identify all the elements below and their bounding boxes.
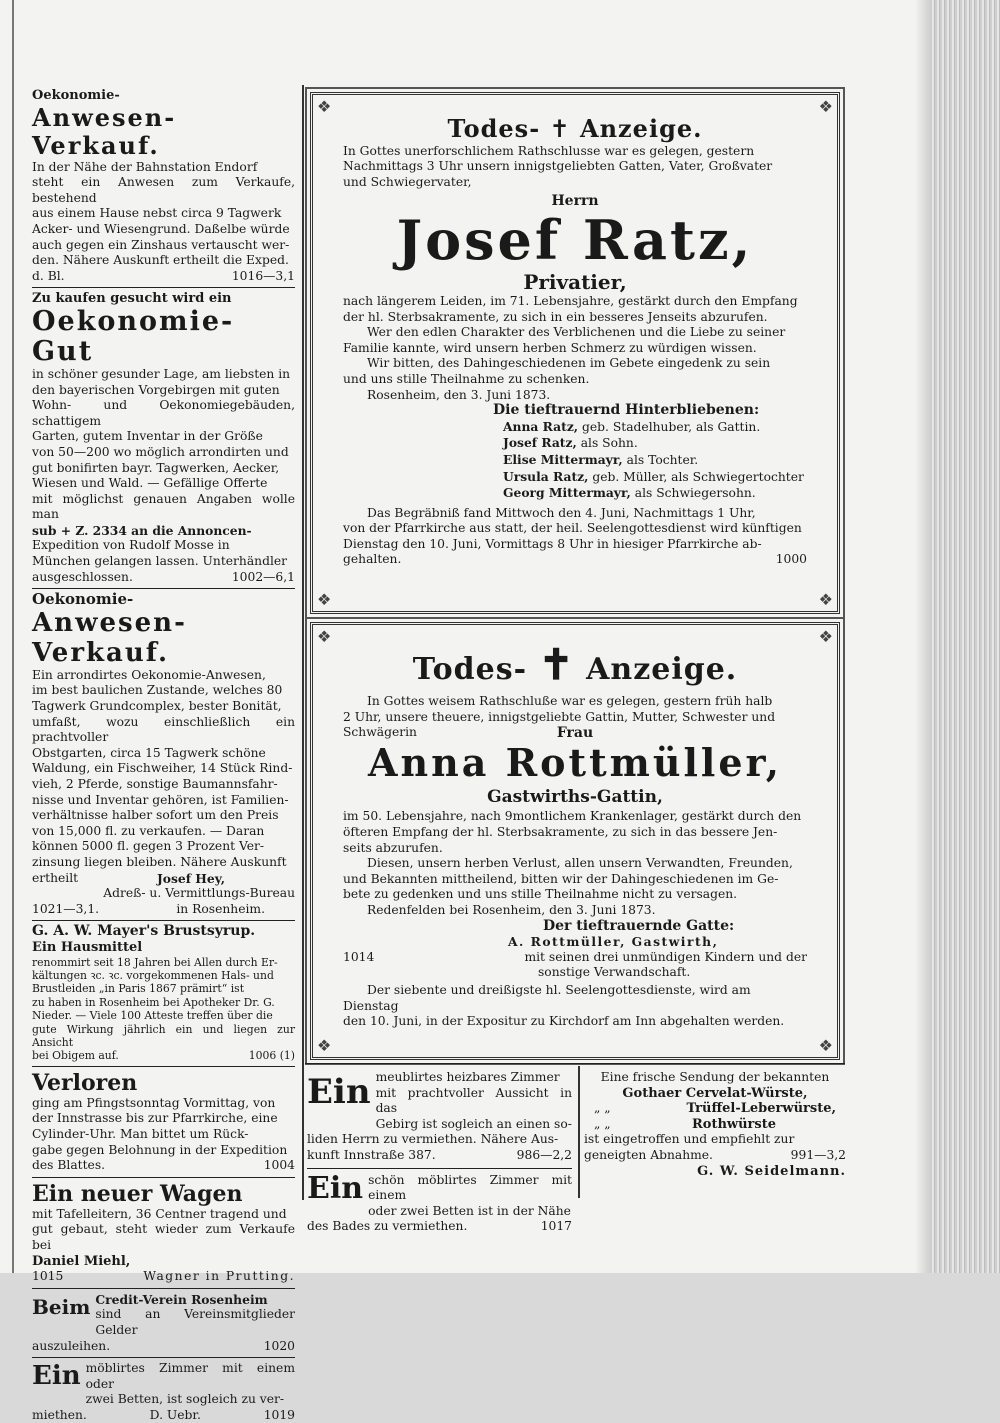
notice-title-left: Todes- [447, 114, 541, 143]
ad-ref: 991—3,2 [790, 1147, 846, 1162]
notice-body-line: seits abzurufen. [343, 840, 443, 855]
corner-ornament-icon: ❖ [818, 97, 833, 116]
ad-line: zwei Betten, ist sogleich zu ver- [85, 1392, 285, 1407]
ad-item: Gothaer Cervelat-Würste, [622, 1085, 808, 1101]
ad-line: auszuleihen. [32, 1338, 111, 1353]
ad-title: Anwesen-Verkauf. [32, 607, 187, 668]
corner-ornament-icon: ❖ [818, 627, 833, 646]
divider [32, 1288, 295, 1289]
ad-line: verhältnisse halber sofort um den Preis [32, 808, 279, 823]
mourner-entry [503, 419, 807, 436]
notice-dateline: Redenfelden bei Rosenheim, den 3. Juni 1873. [367, 902, 656, 917]
cross-icon: ✝ [549, 115, 571, 143]
ad-line: in schöner gesunder Lage, am liebsten in [32, 366, 291, 381]
notice-body-line: im 50. Lebensjahre, nach 9montlichem Krankenlager, gestärkt durch den [343, 809, 802, 824]
deceased-occupation: Privatier, [523, 269, 627, 294]
ad-line: meublirtes heizbares Zimmer [375, 1070, 560, 1084]
ad-line: Credit-Verein Rosenheim [95, 1291, 268, 1307]
ad-item: Rothwürste [691, 1116, 776, 1132]
ad-line: Cylinder-Uhr. Man bittet um Rück- [32, 1126, 249, 1141]
mourner-name: Ursula Ratz, [503, 468, 589, 484]
ad-kicker: Oekonomie- [32, 88, 120, 103]
ad-line: steht ein Anwesen zum Verkaufe, bestehend [32, 175, 295, 205]
mourner-name: Josef Ratz, [503, 435, 577, 451]
ad-line: des Bades zu vermiethen. [307, 1219, 468, 1234]
ad-brustsyrup [32, 924, 295, 1062]
notice-funeral-line: von der Pfarrkirche aus statt, der heil. Seelengottesdienst wird künftigen [343, 521, 802, 536]
ad-line: ist eingetroffen und empfiehlt zur [584, 1132, 795, 1147]
notice-intro-line: Nachmittags 3 Uhr unsern innigstgeliebten Gatten, Vater, Großvater [343, 159, 773, 174]
ditto-marks: „ „ [594, 1101, 611, 1116]
ad-line: ging am Pfingstsonntag Vormittag, von [32, 1095, 276, 1110]
notice-intro-line: Schwägerin [343, 725, 417, 740]
ad-line: Eine frische Sendung der bekannten [600, 1070, 830, 1084]
ad-title: Anwesen-Verkauf. [32, 102, 177, 160]
corner-ornament-icon: ❖ [818, 1036, 833, 1055]
death-notice-rottmueller [310, 622, 840, 1060]
ad-lead-word: Beim [32, 1294, 91, 1319]
divider [32, 1357, 295, 1358]
ad-kicker: Zu kaufen gesucht wird ein [32, 291, 232, 307]
ad-line: gabe gegen Belohnung in der Expedition [32, 1142, 288, 1157]
ad-line: liden Herrn zu vermiethen. Nähere Aus- [307, 1132, 559, 1147]
notice-body-line: öfteren Empfang der hl. Sterbsakramente, zu sich in das bessere Jen- [343, 824, 778, 839]
corner-ornament-icon: ❖ [317, 627, 332, 646]
notice-intro-line: In Gottes unerforschlichem Rathschlusse war es gelegen, gestern [343, 143, 755, 158]
ad-line: im best baulichen Zustande, welches 80 [32, 683, 283, 698]
ad-line: Waldung, ein Fischweiher, 14 Stück Rind- [32, 761, 293, 776]
notice-funeral-line: gehalten. [343, 552, 402, 567]
ad-line: gut gebaut, steht wieder zum Verkaufe bei [32, 1222, 295, 1252]
ad-line: Tagwerk Grundcomplex, bester Bonität, [32, 699, 282, 714]
cross-icon: ✝ [538, 640, 575, 689]
divider [305, 1063, 845, 1064]
mourner-name: Georg Mittermayr, [503, 485, 631, 501]
ad-oekonomie-gut [32, 291, 295, 585]
mourner-entry [503, 485, 807, 502]
notice-intro-line: und Schwiegervater, [343, 174, 472, 189]
mourner-entry [503, 435, 807, 452]
divider [32, 588, 295, 589]
ad-line: bei Obigem auf. [32, 1049, 119, 1063]
ad-line: Wohn- und Oekonomiegebäuden, schattigem [32, 398, 295, 428]
mourner-name: Elise Mittermayr, [503, 451, 623, 467]
notice-salutation: Frau [556, 724, 594, 741]
divider [32, 1177, 295, 1178]
ad-line: Wiesen und Wald. — Gefällige Offerte [32, 476, 268, 491]
ad-line: mit prachtvoller Aussicht in das [375, 1085, 572, 1116]
left-margin-rule [12, 0, 14, 1273]
notice-dateline: Rosenheim, den 3. Juni 1873. [367, 387, 551, 402]
ad-schoen-moebl-zimmer [307, 1170, 572, 1235]
ad-ref: 1014 [343, 949, 375, 964]
ad-line: Expedition von Rudolf Mosse in [32, 538, 230, 553]
notice-body-line: Wir bitten, des Dahingeschiedenen im Gebete eingedenk zu sein [367, 356, 771, 371]
ad-line: von 50—200 wo möglich arrondirten und [32, 444, 289, 459]
ad-ref: 1015 [32, 1269, 64, 1284]
notice-body-line: bete zu gedenken und uns stille Theilnahme nicht zu versagen. [343, 887, 738, 902]
ad-line: des Blattes. [32, 1158, 106, 1173]
ad-item: Trüffel-Leberwürste, [686, 1101, 836, 1117]
ad-line: Ein arrondirtes Oekonomie-Anwesen, [32, 667, 266, 682]
ad-line: gute Wirkung jährlich ein und liegen zur Ansicht [32, 1022, 295, 1049]
notice-body-line: nach längerem Leiden, im 71. Lebensjahre, gestärkt durch den Empfang [343, 293, 798, 308]
ad-line: mit Tafelleitern, 36 Centner tragend und [32, 1206, 287, 1221]
notice-title-right: Anzeige. [579, 114, 703, 143]
mourner-relation: als Schwiegersohn. [634, 486, 756, 501]
ad-ref: 1002—6,1 [231, 569, 295, 584]
notice-body-line: Diesen, unsern herben Verlust, allen unsern Verwandten, Freunden, [367, 856, 793, 871]
ad-ref: 1021—3,1. [32, 901, 100, 916]
notice-title-left: Todes- [412, 652, 528, 687]
ad-line: Gebirg ist sogleich an einen so- [375, 1116, 572, 1131]
mourners-list [503, 419, 807, 502]
corner-ornament-icon: ❖ [818, 590, 833, 609]
mourner-entry [503, 452, 807, 469]
ad-gothaer-wuerste [584, 1070, 846, 1179]
notice-mass-line: Der siebente und dreißigste hl. Seelengottesdienste, wird am Dienstag [343, 982, 751, 1013]
ad-line: gut bonifirten bayr. Tagwerken, Aecker, [32, 460, 280, 475]
ad-line: Acker- und Wiesengrund. Daßelbe würde [32, 221, 290, 236]
ad-ref: 1004 [263, 1158, 295, 1173]
ad-line: mit möglichst genauen Angaben wolle man [32, 491, 295, 522]
ad-line: aus einem Hause nebst circa 9 Tagwerk [32, 206, 282, 221]
ad-line: Brustleiden „in Paris 1867 prämirt“ ist [32, 982, 245, 996]
ad-line: miethen. [32, 1407, 87, 1422]
ad-neuer-wagen [32, 1181, 295, 1285]
ad-line: geneigten Abnahme. [584, 1147, 713, 1162]
ad-title: Verloren [32, 1069, 138, 1096]
notice-intro-line: 2 Uhr, unsere theuere, innigstgeliebte Gattin, Mutter, Schwester und [343, 709, 776, 724]
deceased-name: Anna Rottmüller, [368, 740, 782, 786]
left-column [32, 88, 295, 1423]
ad-verloren [32, 1070, 295, 1174]
notice-body-line: Familie kannte, wird unsern herben Schmerz zu würdigen wissen. [343, 340, 757, 355]
ad-trade: Wagner in Prutting. [143, 1269, 295, 1284]
mourner-relation: als Sohn. [580, 436, 638, 451]
ad-signer: G. W. Seidelmann. [697, 1163, 846, 1179]
ad-line: Adreß- u. Vermittlungs-Bureau [103, 886, 295, 901]
ad-line: sind an Vereinsmitglieder Gelder [95, 1307, 295, 1337]
ad-line: renommirt seit 18 Jahren bei Allen durch Er- [32, 955, 278, 969]
column-rule [578, 1066, 580, 1198]
divider [32, 1066, 295, 1067]
ad-title: Ein neuer Wagen [32, 1180, 243, 1207]
ad-where: D. Uebr. [149, 1407, 201, 1422]
ad-line: Nieder. — Viele 100 Atteste treffen über die [32, 1009, 273, 1023]
husband-name: A. Rottmüller, Gastwirth, [508, 934, 719, 950]
ad-anwesen-verkauf-endorf [32, 88, 295, 284]
ad-moebl-zimmer-1 [32, 1361, 295, 1423]
mourner-entry [503, 469, 807, 486]
ad-lead-word: Ein [307, 1072, 371, 1112]
divider [32, 287, 295, 288]
mourner-relation: geb. Stadelhuber, als Gattin. [582, 419, 761, 434]
ad-line: den bayerischen Vorgebirgen mit guten [32, 382, 280, 397]
ad-line: oder zwei Betten ist in der Nähe [368, 1203, 571, 1218]
ad-line: kältungen ꝛc. ꝛc. vorgekommenen Hals- und [32, 968, 274, 982]
ad-line: Obstgarten, circa 15 Tagwerk schöne [32, 745, 266, 760]
ad-line: zu haben in Rosenheim bei Apotheker Dr. G. [32, 995, 275, 1009]
ad-line: kunft Innstraße 387. [307, 1147, 436, 1162]
notice-body-line: der hl. Sterbsakramente, zu sich in ein besseres Jenseits abzurufen. [343, 309, 768, 324]
ad-line: von 15,000 fl. zu verkaufen. — Daran [32, 823, 265, 838]
notice-funeral-line: Dienstag den 10. Juni, Vormittags 8 Uhr in hiesiger Pfarrkirche ab- [343, 536, 762, 551]
ad-kicker: Oekonomie- [32, 590, 134, 609]
mourners-heading: Die tieftrauernd Hinterbliebenen: [493, 402, 760, 419]
ad-ref: 1019 [263, 1407, 295, 1422]
corner-ornament-icon: ❖ [317, 590, 332, 609]
ad-line: ausgeschlossen. [32, 569, 133, 584]
ad-place: in Rosenheim. [176, 901, 265, 916]
book-edge [930, 0, 1000, 1273]
deceased-name: Josef Ratz, [396, 207, 754, 272]
ad-line: den. Nähere Auskunft ertheilt die Exped. [32, 253, 289, 268]
ad-line: auch gegen ein Zinshaus vertauscht wer- [32, 237, 290, 252]
ad-line: zinsung liegen bleiben. Nähere Auskunft [32, 854, 287, 869]
death-notice-ratz [310, 92, 840, 614]
family-line: sonstige Verwandschaft. [538, 965, 691, 980]
ad-line: nisse und Inventar gehören, ist Familien- [32, 792, 289, 807]
ad-line: können 5000 fl. gegen 3 Prozent Ver- [32, 839, 265, 854]
notice-intro-line: In Gottes weisem Rathschluße war es gelegen, gestern früh halb [367, 694, 773, 708]
family-line: mit seinen drei unmündigen Kindern und der [524, 949, 807, 964]
ad-line: In der Nähe der Bahnstation Endorf [32, 159, 258, 174]
ad-signer: Josef Hey, [156, 870, 225, 886]
ad-lead-word: Ein [307, 1170, 364, 1206]
mourner-name: Anna Ratz, [503, 418, 579, 434]
ad-line: möblirtes Zimmer mit einem oder [85, 1361, 295, 1391]
ad-line: schön möblirtes Zimmer mit einem [368, 1172, 572, 1203]
ad-line: vieh, 2 Pferde, sonstige Baumannsfahr- [32, 777, 278, 791]
ad-line: sub + Z. 2334 an die Annoncen- [32, 522, 252, 538]
notice-title-right: Anzeige. [586, 652, 738, 687]
ad-meublirtes-zimmer [307, 1070, 572, 1235]
notice-body-line: und uns stille Theilnahme zu schenken. [343, 371, 590, 386]
notice-body-line: und Bekannten mittheilend, bitten wir der Dahingeschiedenen im Ge- [343, 871, 779, 886]
ditto-marks: „ „ [594, 1116, 611, 1131]
ad-ref: 1020 [263, 1338, 295, 1353]
ad-line: München gelangen lassen. Unterhändler [32, 554, 288, 569]
ad-ref: 986—2,2 [516, 1147, 572, 1162]
divider [32, 920, 295, 921]
ad-line: der Innstrasse bis zur Pfarrkirche, eine [32, 1111, 278, 1126]
ad-title: G. A. W. Mayer's Brustsyrup. [32, 923, 256, 940]
ad-ref: 1017 [540, 1219, 572, 1234]
mourner-relation: als Tochter. [626, 452, 699, 467]
ad-credit-verein [32, 1292, 295, 1354]
notice-funeral-line: Das Begräbniß fand Mittwoch den 4. Juni, Nachmittags 1 Uhr, [367, 505, 756, 520]
divider [307, 1168, 572, 1169]
ad-line: Garten, gutem Inventar in der Größe [32, 429, 263, 444]
corner-ornament-icon: ❖ [317, 97, 332, 116]
mourners-heading: Der tieftrauernde Gatte: [543, 917, 735, 934]
notice-body-line: Wer den edlen Charakter des Verblichenen und die Liebe zu seiner [367, 325, 786, 340]
notice-title [343, 114, 807, 143]
corner-ornament-icon: ❖ [317, 1036, 332, 1055]
notice-salutation: Herrn [551, 193, 599, 210]
ad-ref: 1016—3,1 [231, 268, 295, 283]
ad-subtitle: Ein Hausmittel [32, 939, 143, 955]
column-rule [302, 85, 304, 1200]
notice-title [343, 640, 807, 690]
mourner-relation: geb. Müller, als Schwiegertochter [592, 469, 804, 484]
ad-ref: 1000 [775, 552, 807, 567]
ad-lead-word: Ein [32, 1361, 81, 1392]
ad-ref: 1006 (1) [248, 1049, 295, 1063]
ad-line: umfaßt, wozu einschließlich ein prachtvoller [32, 714, 295, 745]
ad-title: Oekonomie-Gut [32, 305, 235, 367]
deceased-occupation: Gastwirths-Gattin, [487, 787, 663, 808]
notice-mass-line: den 10. Juni, in der Expositur zu Kirchdorf am Inn abgehalten werden. [343, 1014, 785, 1029]
ad-signer: Daniel Miehl, [32, 1253, 131, 1269]
ad-line: d. Bl. [32, 268, 65, 283]
ad-anwesen-verkauf-rosenheim [32, 592, 295, 917]
ad-line: ertheilt [32, 870, 79, 885]
